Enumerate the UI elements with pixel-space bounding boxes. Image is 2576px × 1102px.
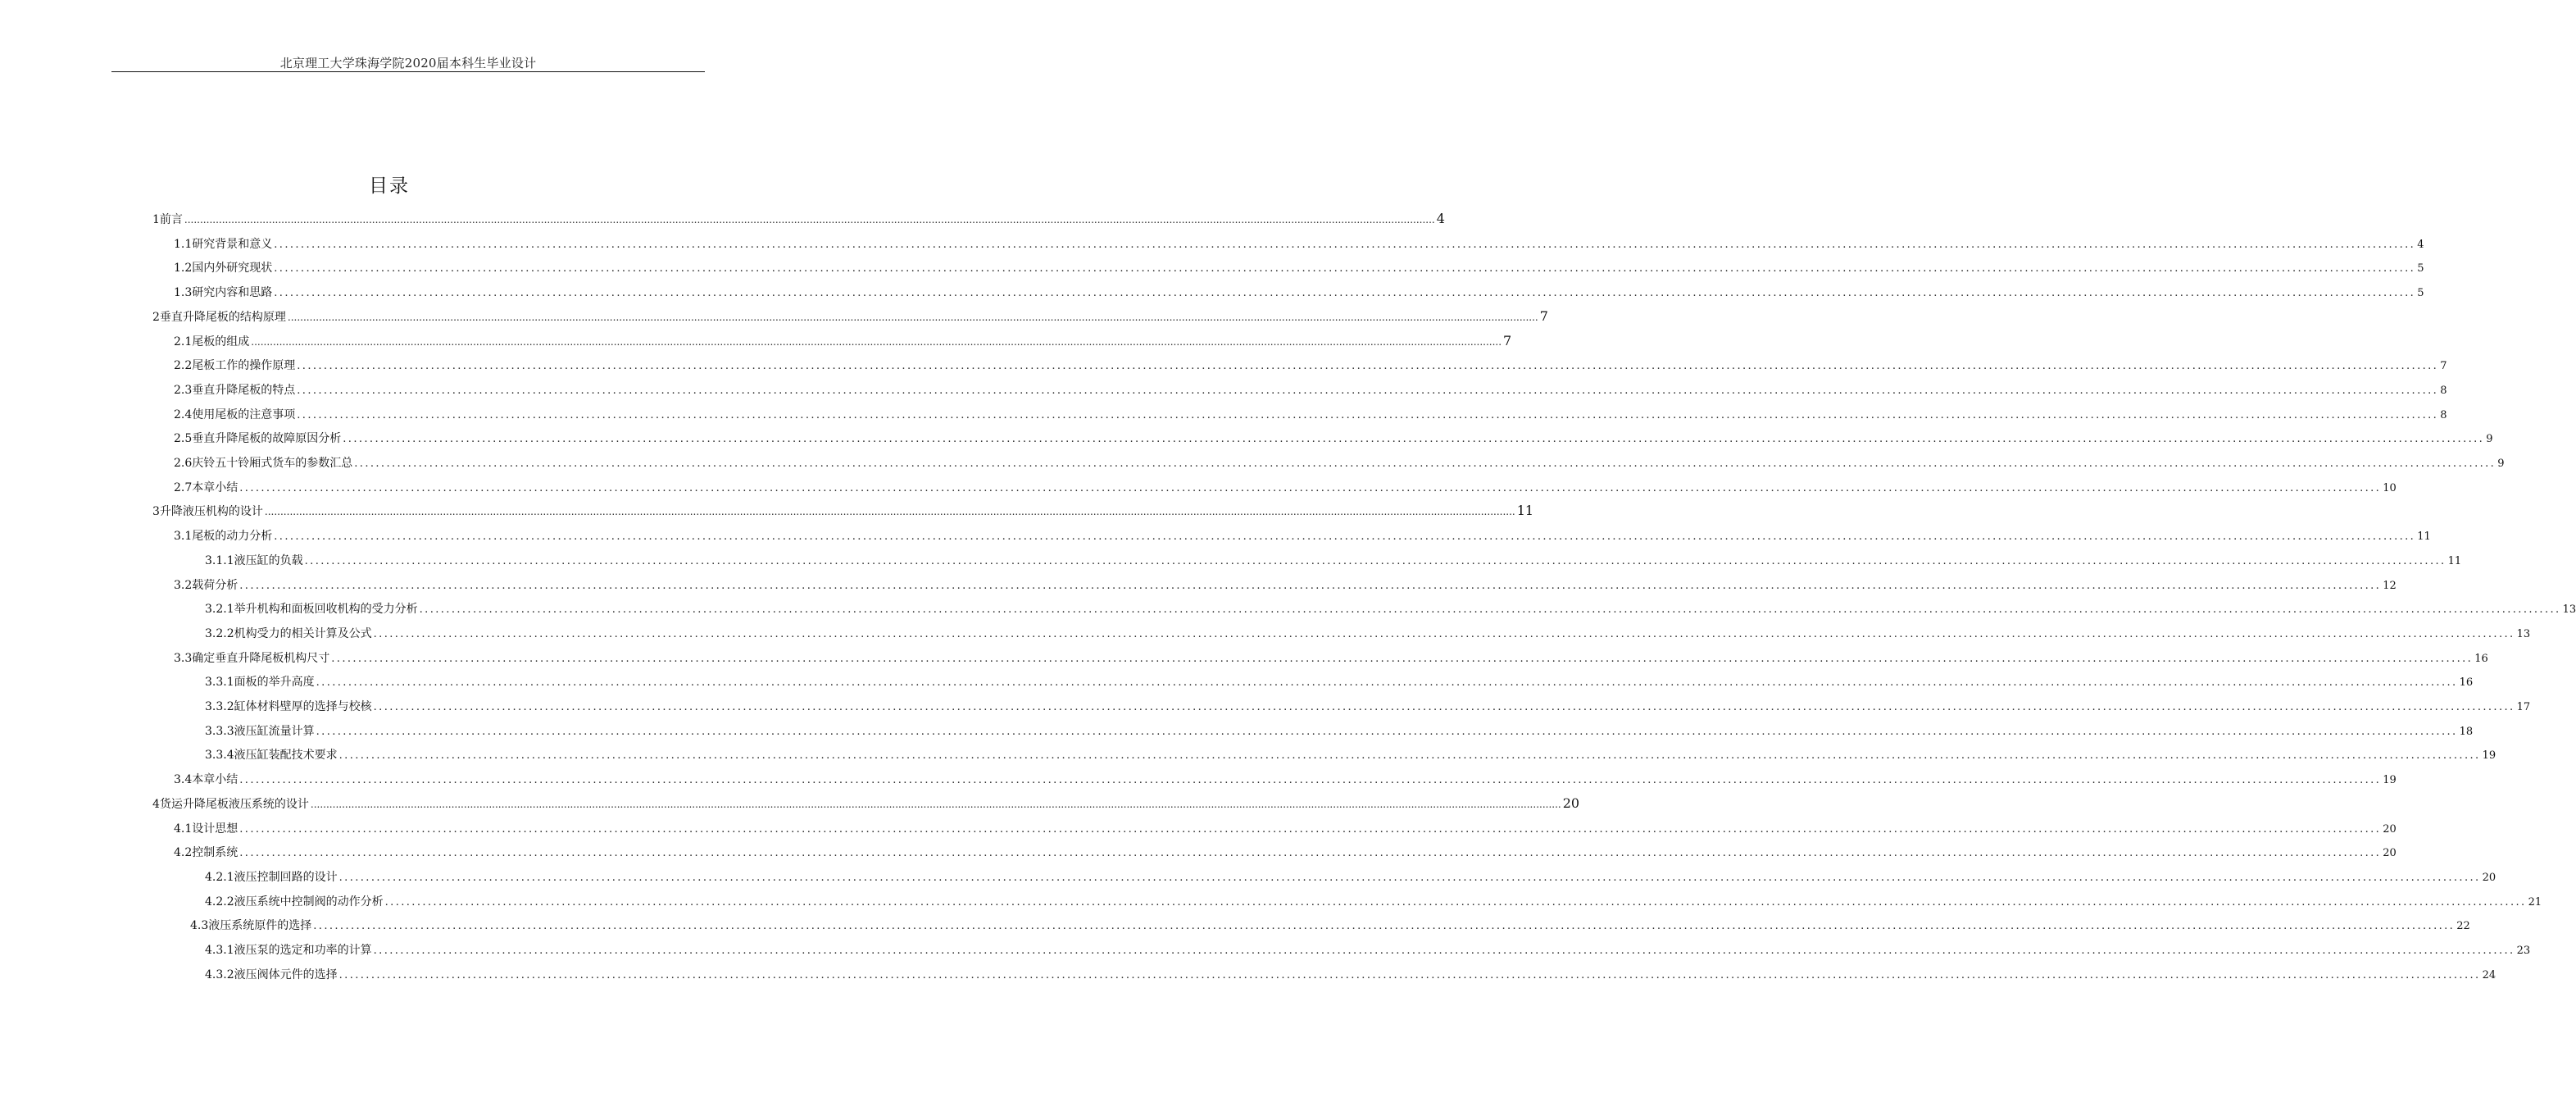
toc-entry-page-number: 11 [2447, 554, 2462, 567]
toc-entry-page-number: 24 [2482, 968, 2496, 981]
dot-leader: ................................................................................................................................................................................................................................................................................................................................................................................................................ [338, 968, 2481, 981]
toc-title: 目录 [369, 175, 410, 197]
toc-entry-page-number: 21 [2528, 895, 2542, 908]
toc-entry-label: 4.3液压系统原件的选择 [190, 919, 312, 933]
toc-entry-page-number: 20 [2383, 847, 2397, 860]
toc-entry-page-number: 20 [2482, 871, 2496, 884]
dot-leader: ................................................................................................................................................................................................................................................................................................................................................................................................................ [297, 360, 2439, 373]
toc-entry[interactable] [174, 479, 2397, 500]
toc-entry-label: 1.1研究背景和意义 [174, 237, 273, 251]
dot-leader: ................................................................................................................................................................................................................................................................................................................................................................................................................ [338, 871, 2481, 884]
toc-entry-page-number: 20 [1562, 795, 1580, 811]
toc-entry-label: 3.2.1举升机构和面板回收机构的受力分析 [205, 603, 418, 617]
toc-entry-label: 4.2.1液压控制回路的设计 [205, 870, 338, 884]
toc-entry-label: 3.3.4液压缸装配技术要求 [205, 749, 338, 763]
toc-entry-label: 4.3.2液压阀体元件的选择 [205, 968, 338, 981]
toc-entry-page-number: 19 [2383, 774, 2397, 787]
toc-entry-label: 4.3.1液压泵的选定和功率的计算 [205, 944, 372, 957]
dot-leader: ................................................................................................................................................................................................................................................................................................................................................................................................................ [373, 627, 2515, 640]
dot-leader: ................................................................................................................................................................................................................................................................................................................................................................................................................ [274, 238, 2416, 251]
toc-entry-page-number: 4 [1436, 211, 1445, 226]
toc-entry-page-number: 23 [2516, 945, 2531, 957]
toc-entry-label: 3.1.1液压缸的负载 [205, 553, 303, 567]
toc-entry-label: 3.3.2缸体材料壁厚的选择与校核 [205, 700, 372, 713]
toc-entry[interactable] [174, 527, 2431, 549]
toc-entry-page-number: 22 [2456, 920, 2470, 933]
toc-entry-page-number: 17 [2516, 701, 2531, 713]
toc-entry-label: 2垂直升降尾板的结构原理 [152, 310, 286, 324]
toc-entry-label: 3升降液压机构的设计 [152, 505, 263, 519]
toc-entry[interactable] [205, 746, 2496, 767]
dot-leader: ................................................................................................................................................................................................................................................................................................................................................................................................................ [373, 945, 2515, 957]
header-divider [111, 71, 705, 72]
toc-entry-page-number: 10 [2383, 481, 2397, 494]
toc-entry-label: 2.2尾板工作的操作原理 [174, 359, 296, 373]
dot-leader: ................................................................................................................................................................................................................................................................................................................................................................................................................ [274, 262, 2416, 276]
toc-entry-page-number: 7 [1503, 332, 1512, 348]
dot-leader: ................................................................................................................................................................................................................................................................................................................................................................................................................ [304, 554, 2447, 567]
toc-entry[interactable] [205, 722, 2474, 744]
toc-entry-label: 1.3研究内容和思路 [174, 286, 273, 300]
toc-entry-page-number: 18 [2459, 725, 2474, 738]
toc-entry[interactable] [152, 211, 1445, 232]
dot-leader: ................................................................................................................................................................................................................................................................................................................................................................................................................ [239, 822, 2382, 836]
toc-entry[interactable] [174, 284, 2424, 305]
toc-entry-page-number: 5 [2417, 262, 2424, 276]
dot-leader: ................................................................................................................................................................................................................................................................................................................................................................................................................ [331, 652, 2474, 665]
dot-leader: ................................................................................................................................................................................................................................................................................................................................................................................................................ [297, 384, 2439, 397]
dot-leader: ................................................................................................................................................................................................................................................................................................................................................................................................................ [297, 408, 2439, 421]
dot-leader: ................................................................................................................................................................................................................................................................................................................................................................................................................ [310, 798, 1561, 810]
toc-entry[interactable] [174, 454, 2505, 476]
toc-entry[interactable] [152, 795, 1580, 817]
toc-entry-page-number: 16 [2474, 652, 2488, 665]
dot-leader: ................................................................................................................................................................................................................................................................................................................................................................................................................ [338, 749, 2481, 763]
toc-entry[interactable] [205, 673, 2474, 694]
toc-entry[interactable] [174, 844, 2397, 865]
toc-entry[interactable] [174, 649, 2488, 671]
toc-entry[interactable] [205, 868, 2496, 890]
toc-entry-page-number: 9 [2497, 458, 2505, 470]
toc-entry-label: 2.3垂直升降尾板的特点 [174, 383, 296, 397]
dot-leader: ................................................................................................................................................................................................................................................................................................................................................................................................................ [419, 603, 2561, 617]
toc-entry-label: 4.2控制系统 [174, 846, 239, 860]
toc-entry[interactable] [205, 941, 2531, 963]
dot-leader: ................................................................................................................................................................................................................................................................................................................................................................................................................ [239, 579, 2382, 592]
toc-entry-page-number: 11 [1516, 503, 1534, 519]
dot-leader: ................................................................................................................................................................................................................................................................................................................................................................................................................ [384, 895, 2527, 908]
dot-leader: ................................................................................................................................................................................................................................................................................................................................................................................................................ [313, 920, 2456, 933]
toc-entry-label: 2.6庆铃五十铃厢式货车的参数汇总 [174, 457, 353, 470]
toc-entry[interactable] [174, 576, 2397, 598]
toc-entry-page-number: 5 [2417, 287, 2424, 300]
running-header: 北京理工大学珠海学院2020届本科生毕业设计 [279, 56, 537, 71]
toc-entry[interactable] [174, 771, 2397, 792]
dot-leader: ................................................................................................................................................................................................................................................................................................................................................................................................................ [184, 214, 1435, 225]
toc-entry-label: 2.4使用尾板的注意事项 [174, 408, 296, 421]
toc-entry-label: 2.5垂直升降尾板的故障原因分析 [174, 432, 342, 446]
toc-entry-page-number: 9 [2486, 433, 2493, 446]
dot-leader: ................................................................................................................................................................................................................................................................................................................................................................................................................ [316, 725, 2458, 738]
toc-entry[interactable] [205, 698, 2531, 719]
toc-entry[interactable] [152, 503, 1534, 524]
toc-entry-page-number: 8 [2440, 384, 2447, 397]
toc-entry-label: 2.7本章小结 [174, 480, 239, 494]
dot-leader: ................................................................................................................................................................................................................................................................................................................................................................................................................ [239, 481, 2382, 494]
dot-leader: ................................................................................................................................................................................................................................................................................................................................................................................................................ [354, 458, 2496, 470]
toc-entry[interactable] [205, 552, 2462, 573]
toc-entry-page-number: 16 [2459, 676, 2474, 690]
toc-entry-page-number: 13 [2562, 603, 2576, 617]
toc-entry-label: 4.1设计思想 [174, 822, 239, 836]
toc-entry[interactable] [174, 357, 2447, 378]
toc-entry-label: 4.2.2液压系统中控制阀的动作分析 [205, 895, 384, 908]
toc-entry[interactable] [205, 893, 2542, 914]
toc-entry-label: 3.4本章小结 [174, 773, 239, 787]
dot-leader: ................................................................................................................................................................................................................................................................................................................................................................................................................ [251, 335, 1502, 348]
toc-entry-label: 3.3.3液压缸流量计算 [205, 724, 315, 738]
toc-entry[interactable] [205, 600, 2576, 622]
toc-entry-page-number: 7 [1539, 307, 1548, 324]
dot-leader: ................................................................................................................................................................................................................................................................................................................................................................................................................ [274, 531, 2416, 544]
toc-entry-label: 3.2.2机构受力的相关计算及公式 [205, 626, 372, 640]
toc-entry[interactable] [174, 235, 2424, 257]
dot-leader: ................................................................................................................................................................................................................................................................................................................................................................................................................ [287, 311, 1538, 323]
dot-leader: ................................................................................................................................................................................................................................................................................................................................................................................................................ [274, 287, 2416, 300]
dot-leader: ................................................................................................................................................................................................................................................................................................................................................................................................................ [316, 676, 2458, 690]
dot-leader: ................................................................................................................................................................................................................................................................................................................................................................................................................ [373, 701, 2515, 713]
toc-entry-label: 2.1尾板的组成 [174, 335, 250, 348]
toc-entry-label: 3.3确定垂直升降尾板机构尺寸 [174, 651, 330, 665]
toc-entry-page-number: 12 [2383, 579, 2397, 592]
toc-entry-page-number: 4 [2417, 238, 2424, 251]
toc-entry-label: 4货运升降尾板液压系统的设计 [152, 797, 309, 811]
toc-entry-page-number: 11 [2417, 531, 2431, 544]
dot-leader: ................................................................................................................................................................................................................................................................................................................................................................................................................ [239, 774, 2382, 787]
toc-entry-label: 1.2国内外研究现状 [174, 262, 273, 276]
toc-entry[interactable] [205, 625, 2531, 646]
toc-entry[interactable] [174, 406, 2447, 427]
dot-leader: ................................................................................................................................................................................................................................................................................................................................................................................................................ [264, 506, 1515, 518]
toc-entry-page-number: 8 [2440, 408, 2447, 421]
toc-entry[interactable] [174, 820, 2397, 841]
toc-entry-label: 3.1尾板的动力分析 [174, 530, 273, 544]
toc-entry[interactable] [174, 381, 2447, 403]
toc-entry-page-number: 20 [2383, 822, 2397, 836]
toc-entry[interactable] [174, 332, 1512, 354]
toc-entry-page-number: 13 [2516, 627, 2531, 640]
toc-entry[interactable] [174, 259, 2424, 280]
toc-entry[interactable] [190, 917, 2470, 938]
toc-entry-label: 1前言 [152, 213, 183, 226]
toc-entry-label: 3.3.1面板的举升高度 [205, 676, 315, 690]
toc-entry-page-number: 19 [2482, 749, 2496, 763]
dot-leader: ................................................................................................................................................................................................................................................................................................................................................................................................................ [343, 433, 2485, 446]
toc-entry[interactable] [205, 966, 2496, 987]
toc-entry-page-number: 7 [2440, 360, 2447, 373]
toc-entry[interactable] [174, 430, 2493, 451]
toc-entry[interactable] [152, 307, 1548, 330]
toc-entry-label: 3.2载荷分析 [174, 578, 239, 592]
dot-leader: ................................................................................................................................................................................................................................................................................................................................................................................................................ [239, 847, 2382, 860]
